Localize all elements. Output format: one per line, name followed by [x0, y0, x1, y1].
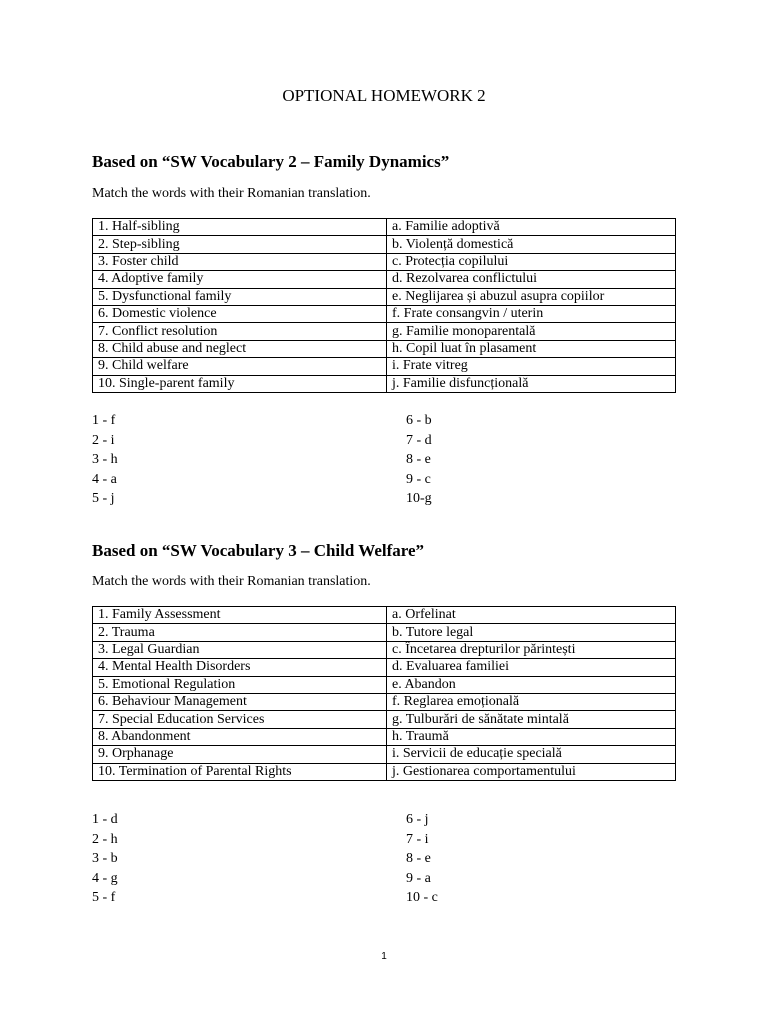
- term-cell: 10. Termination of Parental Rights: [93, 763, 387, 780]
- term-cell: 1. Half-sibling: [93, 219, 387, 236]
- translation-cell: c. Protecția copilului: [387, 253, 676, 270]
- table-row: [93, 711, 676, 728]
- answer-item: 3 - b: [92, 851, 118, 866]
- table-row: [93, 305, 676, 322]
- table-row: [93, 271, 676, 288]
- term-cell: 5. Emotional Regulation: [93, 676, 387, 693]
- table-row: [93, 693, 676, 710]
- term-cell: 5. Dysfunctional family: [93, 288, 387, 305]
- answer-item: 7 - i: [406, 831, 429, 847]
- table-row: [93, 323, 676, 340]
- answer-item: 7 - d: [406, 432, 432, 448]
- translation-cell: g. Familie monoparentală: [387, 323, 676, 340]
- term-cell: 8. Abandonment: [93, 728, 387, 745]
- table-row: [93, 253, 676, 270]
- term-cell: 8. Child abuse and neglect: [93, 340, 387, 357]
- section1-instruction: Match the words with their Romanian translation.: [92, 186, 371, 201]
- table-row: [93, 607, 676, 624]
- answer-item: 9 - c: [406, 471, 431, 487]
- translation-cell: a. Familie adoptivă: [387, 219, 676, 236]
- section2-heading: Based on “SW Vocabulary 3 – Child Welfare”: [92, 541, 425, 560]
- translation-cell: f. Reglarea emoțională: [387, 693, 676, 710]
- answer-item: 10 - c: [406, 890, 438, 905]
- answer-item: 1 - f: [92, 413, 116, 428]
- term-cell: 3. Foster child: [93, 253, 387, 270]
- answers-left-column: [92, 810, 118, 908]
- answers-right-column: [406, 411, 432, 509]
- table-row: [93, 659, 676, 676]
- translation-cell: c. Încetarea drepturilor părintești: [387, 641, 676, 658]
- table-row: [93, 340, 676, 357]
- answer-item: 5 - j: [92, 491, 115, 506]
- table-row: [93, 763, 676, 780]
- section2-instruction: Match the words with their Romanian translation.: [92, 574, 371, 589]
- translation-cell: g. Tulburări de sănătate mintală: [387, 711, 676, 728]
- term-cell: 4. Mental Health Disorders: [93, 659, 387, 676]
- term-cell: 7. Conflict resolution: [93, 323, 387, 340]
- answer-item: 9 - a: [406, 870, 431, 886]
- table-row: [93, 236, 676, 253]
- answer-item: 8 - e: [406, 851, 431, 866]
- answer-item: 5 - f: [92, 890, 116, 905]
- document-title: OPTIONAL HOMEWORK 2: [282, 86, 486, 105]
- answer-item: 8 - e: [406, 452, 431, 467]
- table-row: [93, 358, 676, 375]
- translation-cell: e. Neglijarea și abuzul asupra copiilor: [387, 288, 676, 305]
- table-row: [93, 375, 676, 392]
- table-row: [93, 676, 676, 693]
- term-cell: 9. Child welfare: [93, 358, 387, 375]
- table-row: [93, 746, 676, 763]
- term-cell: 9. Orphanage: [93, 746, 387, 763]
- term-cell: 2. Trauma: [93, 624, 387, 641]
- section1-vocab-table: [92, 218, 676, 393]
- answer-item: 4 - g: [92, 870, 118, 886]
- answer-item: 2 - h: [92, 831, 118, 847]
- translation-cell: d. Rezolvarea conflictului: [387, 271, 676, 288]
- answer-item: 6 - b: [406, 413, 432, 428]
- term-cell: 2. Step-sibling: [93, 236, 387, 253]
- translation-cell: j. Familie disfuncțională: [387, 375, 676, 392]
- translation-cell: i. Frate vitreg: [387, 358, 676, 375]
- answer-item: 4 - a: [92, 471, 117, 487]
- answer-item: 1 - d: [92, 812, 118, 827]
- answer-item: 6 - j: [406, 812, 429, 827]
- translation-cell: d. Evaluarea familiei: [387, 659, 676, 676]
- answers-right-column: [406, 810, 438, 908]
- term-cell: 3. Legal Guardian: [93, 641, 387, 658]
- term-cell: 10. Single-parent family: [93, 375, 387, 392]
- term-cell: 6. Behaviour Management: [93, 693, 387, 710]
- translation-cell: h. Traumă: [387, 728, 676, 745]
- answers-left-column: [92, 411, 118, 509]
- answer-item: 2 - i: [92, 432, 115, 448]
- page-number: 1: [381, 951, 387, 962]
- table-row: [93, 624, 676, 641]
- table-row: [93, 728, 676, 745]
- translation-cell: j. Gestionarea comportamentului: [387, 763, 676, 780]
- term-cell: 1. Family Assessment: [93, 607, 387, 624]
- term-cell: 7. Special Education Services: [93, 711, 387, 728]
- section2-vocab-table: [92, 606, 676, 781]
- translation-cell: h. Copil luat în plasament: [387, 340, 676, 357]
- translation-cell: e. Abandon: [387, 676, 676, 693]
- translation-cell: i. Servicii de educație specială: [387, 746, 676, 763]
- answer-item: 3 - h: [92, 452, 118, 467]
- table-row: [93, 219, 676, 236]
- table-row: [93, 288, 676, 305]
- term-cell: 6. Domestic violence: [93, 305, 387, 322]
- translation-cell: b. Violență domestică: [387, 236, 676, 253]
- section1-heading: Based on “SW Vocabulary 2 – Family Dynamics”: [92, 152, 450, 171]
- translation-cell: a. Orfelinat: [387, 607, 676, 624]
- translation-cell: f. Frate consangvin / uterin: [387, 305, 676, 322]
- translation-cell: b. Tutore legal: [387, 624, 676, 641]
- answer-item: 10-g: [406, 491, 432, 506]
- table-row: [93, 641, 676, 658]
- term-cell: 4. Adoptive family: [93, 271, 387, 288]
